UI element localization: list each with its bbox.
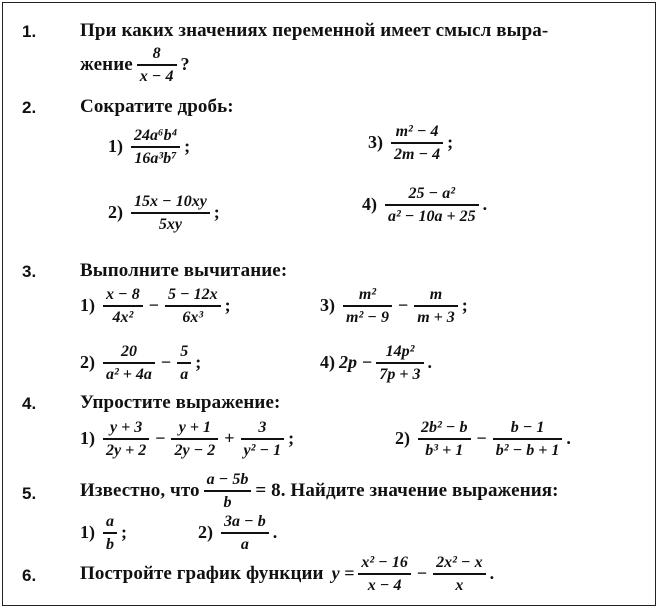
denominator: m + 3 <box>417 308 455 326</box>
task-6-statement <box>80 553 494 595</box>
fraction <box>493 418 563 460</box>
expression-prefix: 2p − <box>339 352 373 373</box>
denominator: b <box>223 493 232 511</box>
punct: ; <box>447 132 454 153</box>
task-2-title: Сократите дробь: <box>80 96 234 117</box>
task-2-number: 2. <box>22 98 37 117</box>
fraction <box>241 418 285 460</box>
numerator: m <box>429 286 443 303</box>
item-label: 2) <box>198 522 213 543</box>
punct: ; <box>213 202 220 223</box>
fraction <box>131 126 180 168</box>
numerator: a − 5b <box>206 471 249 488</box>
task-3-item-3 <box>320 285 468 327</box>
fraction <box>414 285 458 327</box>
task-2-item-1 <box>108 126 190 168</box>
numerator: 15x − 10xy <box>134 193 207 210</box>
punct: ; <box>121 522 127 543</box>
numerator: x − 8 <box>106 286 140 303</box>
fraction <box>103 418 149 460</box>
operator: − <box>476 428 487 449</box>
task-4-number: 4. <box>22 394 37 413</box>
numerator: y + 1 <box>178 419 211 436</box>
task-2-item-2 <box>108 192 220 234</box>
item-label: 3) <box>368 132 383 153</box>
denominator: 4x² <box>112 308 134 326</box>
function-lhs: y = <box>331 563 355 584</box>
fraction <box>358 553 411 595</box>
task-6-text: Постройте график функции <box>80 562 324 584</box>
task-5-suffix: = 8. Найдите значение выражения: <box>255 479 559 501</box>
denominator: a <box>180 365 189 383</box>
punct: ; <box>184 136 191 157</box>
task-4-title: Упростите выражение: <box>80 392 281 413</box>
task-4-item-1 <box>80 418 294 460</box>
numerator: 3 <box>258 419 267 436</box>
fraction <box>103 285 143 327</box>
fraction <box>376 342 423 384</box>
question-mark: ? <box>180 54 190 75</box>
numerator: 5 − 12x <box>167 286 218 303</box>
fraction <box>131 192 210 234</box>
fraction <box>165 285 221 327</box>
fraction <box>171 418 218 460</box>
numerator: 2x² − x <box>436 554 483 571</box>
punct: . <box>427 352 433 373</box>
punct: ; <box>195 352 202 373</box>
item-label: 1) <box>80 522 95 543</box>
item-label: 4) <box>362 194 377 215</box>
task-1-number: 1. <box>22 22 37 41</box>
item-label: 1) <box>80 295 95 316</box>
punct: . <box>489 563 495 584</box>
task-3-item-2 <box>80 342 201 384</box>
numerator: 20 <box>120 343 137 360</box>
item-label: 2) <box>108 202 123 223</box>
task-3-item-4 <box>320 342 432 384</box>
item-label: 1) <box>108 136 123 157</box>
denominator: 2y − 2 <box>174 441 216 459</box>
numerator: 8 <box>152 45 161 62</box>
item-label: 3) <box>320 295 335 316</box>
item-label: 2) <box>395 428 410 449</box>
task-2-item-4 <box>362 184 487 226</box>
operator: − <box>416 563 428 584</box>
denominator: b <box>106 535 114 553</box>
denominator: y² − 1 <box>243 441 282 459</box>
fraction <box>391 122 443 164</box>
fraction <box>103 342 155 384</box>
numerator: 24a⁶b⁴ <box>134 127 178 144</box>
denominator: x − 4 <box>367 576 402 594</box>
operator: − <box>160 352 172 373</box>
task-5-prefix: Известно, что <box>80 479 200 501</box>
numerator: 5 <box>180 343 189 360</box>
denominator: 2m − 4 <box>394 145 441 163</box>
numerator: 14p² <box>385 343 415 360</box>
fraction <box>221 512 269 554</box>
item-label: 4) <box>320 352 335 373</box>
numerator: x² − 16 <box>361 554 408 571</box>
numerator: y + 3 <box>110 419 143 436</box>
denominator: 2y + 2 <box>106 441 147 459</box>
task-6-number: 6. <box>22 566 37 585</box>
operator: + <box>224 428 235 449</box>
task-2-item-3 <box>368 122 453 164</box>
punct: ; <box>461 295 468 316</box>
item-label: 1) <box>80 428 95 449</box>
operator: − <box>397 295 409 316</box>
task-5-statement <box>80 470 559 512</box>
operator: − <box>148 295 159 316</box>
task-5-number: 5. <box>22 484 37 503</box>
numerator: a <box>106 513 114 530</box>
denominator: a² + 4a <box>106 365 152 383</box>
denominator: 6x³ <box>182 308 204 326</box>
fraction <box>343 285 392 327</box>
item-label: 2) <box>80 352 95 373</box>
task-5-item-2 <box>198 512 277 554</box>
punct: . <box>482 194 488 215</box>
fraction <box>385 184 479 226</box>
punct: . <box>566 428 571 449</box>
fraction <box>177 342 191 384</box>
task-1-fraction <box>137 44 177 86</box>
punct: ; <box>224 295 231 316</box>
numerator: 3a − b <box>224 513 266 530</box>
denominator: 5xy <box>158 215 182 233</box>
denominator: x <box>455 576 464 594</box>
task-1-line2 <box>80 44 190 86</box>
task-5-item-1 <box>80 512 127 554</box>
numerator: 25 − a² <box>408 185 456 202</box>
operator: − <box>155 428 166 449</box>
numerator: b − 1 <box>510 419 545 436</box>
denominator: a <box>240 535 249 553</box>
punct: . <box>272 522 278 543</box>
task-3-title: Выполните вычитание: <box>80 260 288 281</box>
denominator: 7p + 3 <box>379 365 421 383</box>
fraction <box>204 470 252 512</box>
fraction <box>433 553 486 595</box>
fraction <box>103 512 117 554</box>
task-4-item-2 <box>395 418 571 460</box>
numerator: 2b² − b <box>421 419 468 436</box>
fraction <box>418 418 471 460</box>
task-3-item-1 <box>80 285 231 327</box>
task-1-text-line2: жение <box>80 53 133 75</box>
denominator: b² − b + 1 <box>495 441 560 459</box>
task-1-text-line1: При каких значениях переменной имеет смысл выра- <box>80 20 549 41</box>
denominator: b³ + 1 <box>425 441 464 459</box>
denominator: a² − 10a + 25 <box>388 207 476 225</box>
denominator: 16a³b⁷ <box>134 149 177 167</box>
punct: ; <box>288 428 295 449</box>
denominator: m² − 9 <box>346 308 389 326</box>
numerator: m² − 4 <box>395 123 439 140</box>
task-3-number: 3. <box>22 262 37 281</box>
denominator: x − 4 <box>139 67 174 85</box>
numerator: m² <box>358 286 377 303</box>
